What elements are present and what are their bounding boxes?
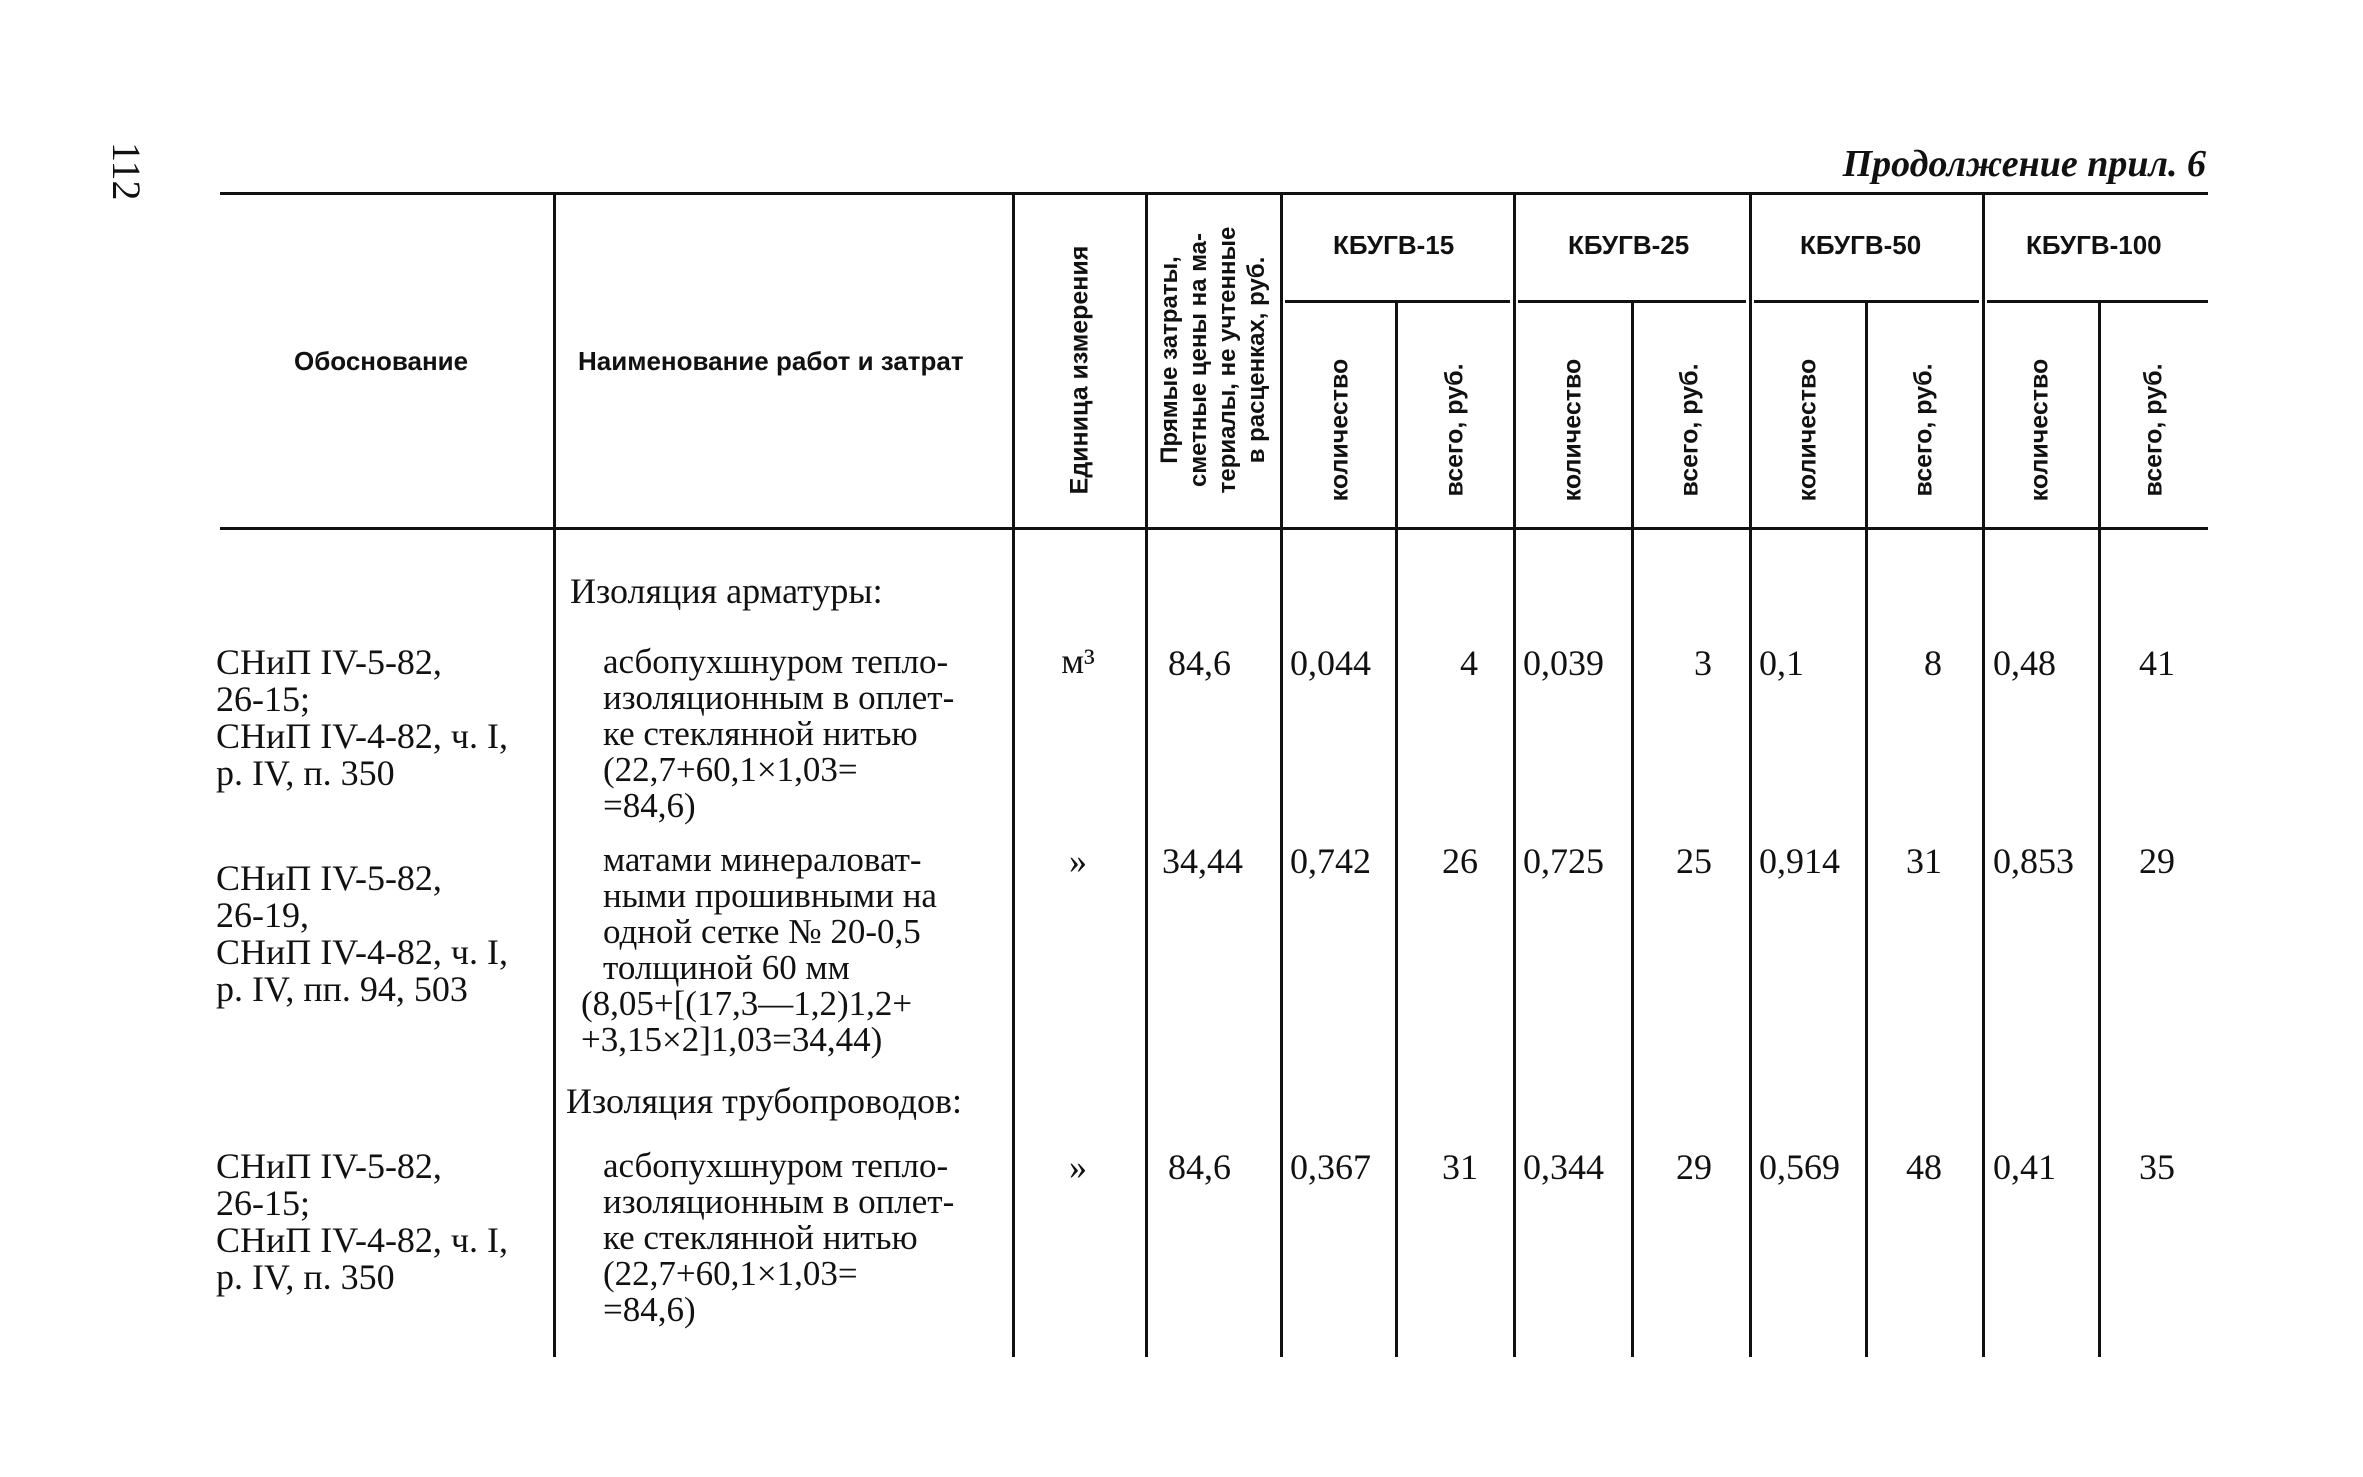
header-group-1: КБУГВ-15 — [1333, 230, 1455, 260]
row-qty-2: 0,725 — [1523, 841, 1604, 881]
basis-line: р. IV, п. 350 — [216, 753, 395, 793]
col-divider-g1 — [1513, 194, 1516, 1357]
basis-line: 26-19, — [216, 895, 309, 935]
row-qty-3: 0,914 — [1759, 841, 1840, 881]
row-total-4: 35 — [2139, 1147, 2175, 1187]
row-qty-2: 0,039 — [1523, 643, 1604, 683]
row-qty-4: 0,48 — [1993, 643, 2056, 683]
col-divider-basis — [553, 194, 556, 1357]
col-divider-g4-inner — [2098, 302, 2101, 1357]
row-total-1: 26 — [1442, 841, 1478, 881]
header-qty-3: количество — [1793, 358, 1822, 502]
col-divider-cost — [1280, 194, 1283, 1357]
row-basis — [216, 860, 536, 1008]
basis-line — [216, 644, 536, 681]
row-total-3: 48 — [1906, 1147, 1942, 1187]
work-line: =84,6) — [603, 786, 696, 825]
work-line: =84,6) — [603, 1290, 696, 1329]
row-cost: 84,6 — [1168, 1147, 1231, 1187]
basis-line: 26-15; — [216, 679, 310, 719]
row-unit: » — [1069, 841, 1087, 881]
row-work — [603, 1148, 993, 1328]
row-total-2: 29 — [1676, 1147, 1712, 1187]
header-basis: Обоснование — [294, 346, 469, 376]
row-qty-3: 0,569 — [1759, 1147, 1840, 1187]
header-qty-1: количество — [1325, 358, 1354, 502]
row-total-2: 3 — [1694, 643, 1712, 683]
header-total-4: всего, руб. — [2139, 363, 2168, 497]
work-line: (8,05+[(17,3—1,2)1,2+ — [581, 984, 913, 1023]
group-rule-2 — [1518, 300, 1746, 303]
basis-line — [216, 1148, 536, 1185]
header-cost: Прямые затраты, сметные цены на ма- териалы, не учтенные в расценках, руб. — [1156, 226, 1270, 494]
header-qty-4: количество — [2025, 358, 2054, 502]
row-work — [581, 840, 993, 1059]
row-qty-3: 0,1 — [1759, 643, 1804, 683]
page-number: 112 — [104, 142, 149, 201]
col-divider-g1-inner — [1395, 302, 1398, 1357]
header-unit: Единица измерения — [1065, 245, 1094, 495]
row-total-3: 8 — [1924, 643, 1942, 683]
basis-text: СНиП IV-5-82, — [216, 858, 442, 898]
header-group-4: КБУГВ-100 — [2026, 230, 2162, 260]
col-divider-g3 — [1982, 194, 1985, 1357]
row-unit: » — [1069, 1147, 1087, 1187]
header-total-3: всего, руб. — [1909, 363, 1938, 497]
col-divider-g3-inner — [1865, 302, 1868, 1357]
section-title: Изоляция арматуры: — [570, 571, 883, 611]
row-qty-4: 0,41 — [1993, 1147, 2056, 1187]
work-line: одной сетке № 20-0,5 — [603, 912, 921, 951]
work-line: +3,15×2]1,03=34,44) — [581, 1020, 883, 1059]
group-rule-1 — [1285, 300, 1510, 303]
col-divider-g2 — [1749, 194, 1752, 1357]
row-total-1: 31 — [1442, 1147, 1478, 1187]
section-title: Изоляция трубопроводов: — [566, 1081, 962, 1121]
basis-line: СНиП IV-4-82, ч. I, — [216, 716, 509, 756]
work-line: матами минераловат- — [603, 840, 922, 879]
work-line: ке стеклянной нитью — [603, 1218, 918, 1257]
work-line: толщиной 60 мм — [603, 948, 850, 987]
row-qty-4: 0,853 — [1993, 841, 2074, 881]
continuation-title: Продолжение прил. 6 — [1842, 143, 2206, 185]
group-rule-4 — [1987, 300, 2208, 303]
header-qty-2: количество — [1558, 358, 1587, 502]
row-total-3: 31 — [1906, 841, 1942, 881]
basis-line: р. IV, пп. 94, 503 — [216, 969, 468, 1009]
col-divider-unit — [1145, 194, 1148, 1357]
header-work: Наименование работ и затрат — [578, 346, 964, 376]
work-line: (22,7+60,1×1,03= — [603, 750, 858, 789]
basis-line: р. IV, п. 350 — [216, 1257, 395, 1297]
work-line: асбопухшнуром тепло- — [603, 1146, 949, 1185]
row-total-1: 4 — [1460, 643, 1478, 683]
row-cost: 34,44 — [1162, 841, 1243, 881]
row-total-4: 41 — [2139, 643, 2175, 683]
row-unit: м³ — [1061, 641, 1095, 681]
row-qty-1: 0,742 — [1290, 841, 1371, 881]
col-divider-work — [1012, 194, 1015, 1357]
row-qty-1: 0,367 — [1290, 1147, 1371, 1187]
col-divider-g2-inner — [1631, 302, 1634, 1357]
basis-line: СНиП IV-4-82, ч. I, — [216, 1220, 509, 1260]
basis-line: 26-15; — [216, 1183, 310, 1223]
basis-line — [216, 860, 536, 897]
row-total-2: 25 — [1676, 841, 1712, 881]
work-line: асбопухшнуром тепло- — [603, 642, 949, 681]
work-line: изоляционным в оплет- — [603, 678, 955, 717]
header-group-3: КБУГВ-50 — [1800, 230, 1922, 260]
header-total-1: всего, руб. — [1440, 363, 1469, 497]
basis-line: СНиП IV-4-82, ч. I, — [216, 932, 509, 972]
header-total-2: всего, руб. — [1675, 363, 1704, 497]
header-group-2: КБУГВ-25 — [1568, 230, 1690, 260]
row-qty-1: 0,044 — [1290, 643, 1371, 683]
row-work — [603, 644, 993, 824]
row-basis — [216, 644, 536, 792]
basis-text: СНиП IV-5-82, — [216, 642, 442, 682]
work-line: изоляционным в оплет- — [603, 1182, 955, 1221]
row-cost: 84,6 — [1168, 643, 1231, 683]
row-basis — [216, 1148, 536, 1296]
work-line: ке стеклянной нитью — [603, 714, 918, 753]
work-line: (22,7+60,1×1,03= — [603, 1254, 858, 1293]
table-top-rule — [220, 192, 2208, 195]
basis-text: СНиП IV-5-82, — [216, 1146, 442, 1186]
row-total-4: 29 — [2139, 841, 2175, 881]
header-bottom-rule — [220, 527, 2208, 530]
row-qty-2: 0,344 — [1523, 1147, 1604, 1187]
work-line: ными прошивными на — [603, 876, 937, 915]
group-rule-3 — [1754, 300, 1979, 303]
